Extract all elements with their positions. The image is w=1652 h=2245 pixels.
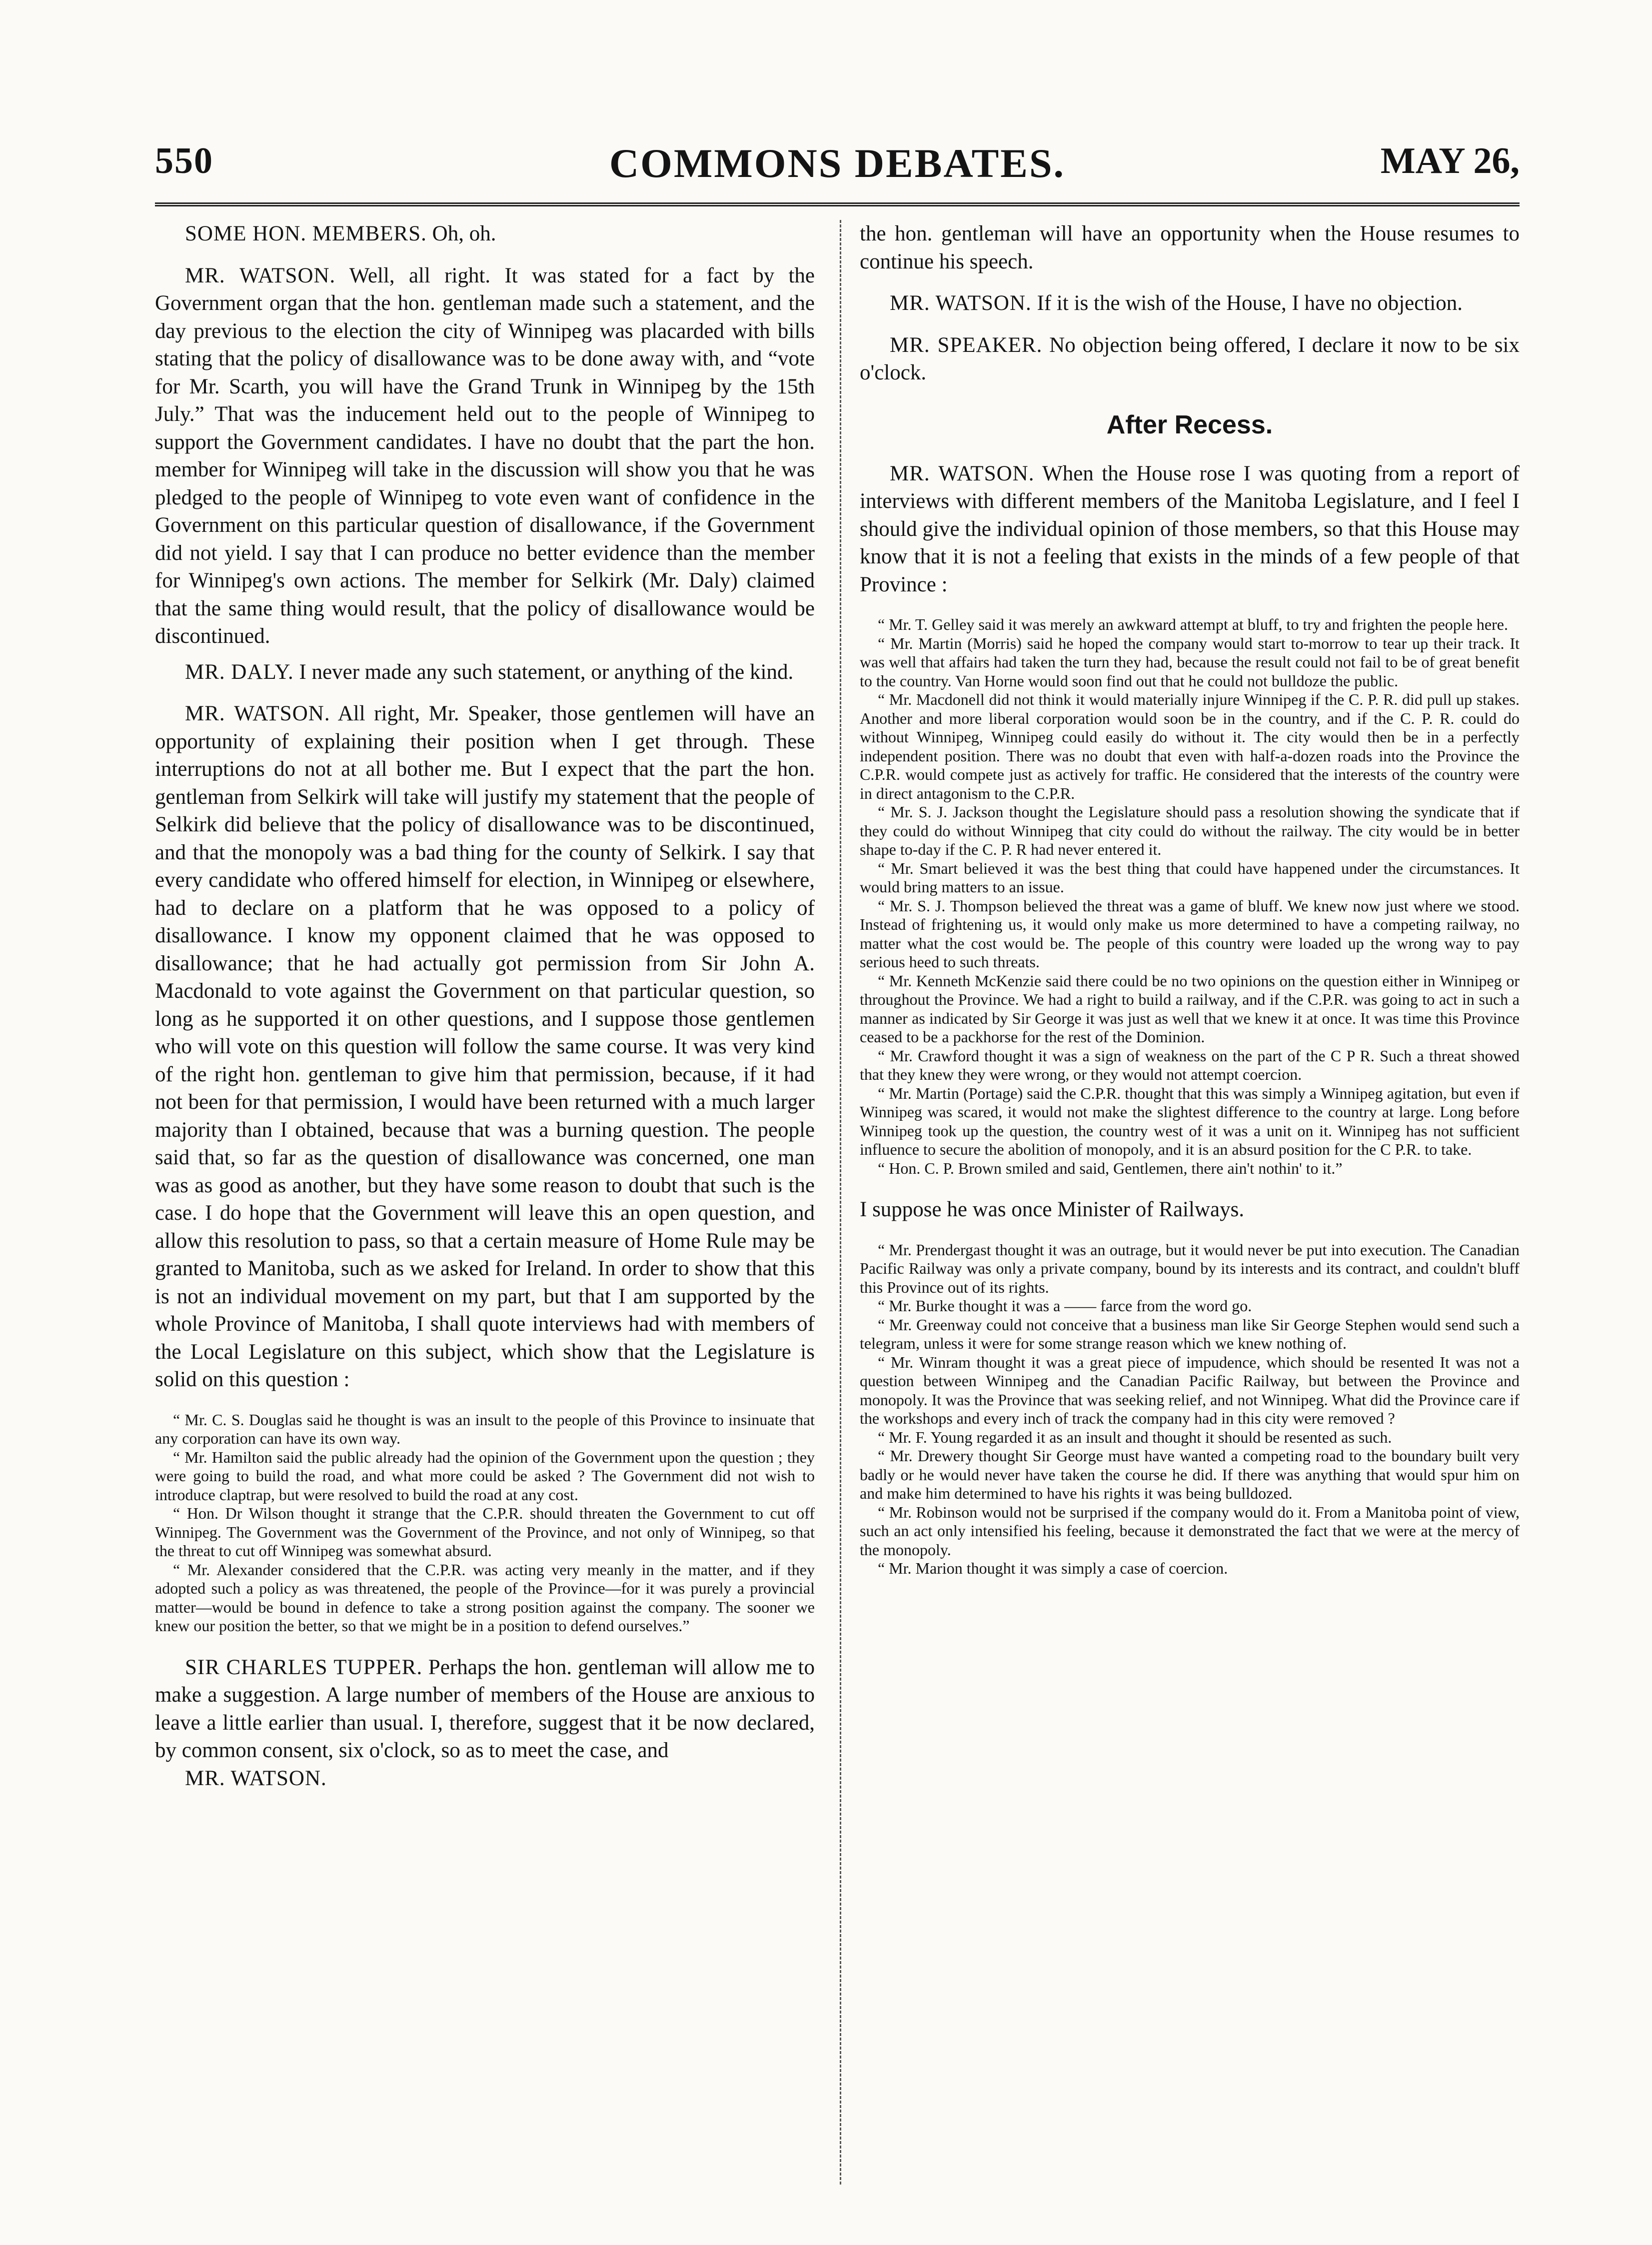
- paragraph: [860, 220, 1520, 275]
- quote-item: “ Mr. S. J. Thompson believed the threat was a game of bluff. We knew now just where we stood. Instead of frightening us, it would only make us more determined to have a competing railway, no matter what the cost would be. The people of this country were loaded up the wrong way to pay serious heed to such threats.: [860, 896, 1520, 971]
- section-heading: After Recess.: [1106, 410, 1273, 439]
- page-number: 550: [155, 140, 213, 181]
- right-column: [860, 220, 1520, 2195]
- quote-item: “ Hon. Dr Wilson thought it strange that the C.P.R. should threaten the Government to cut off Winnipeg. The Government was the Government of the Province, and not only of Winnipeg, so that the threat to cut off Winnipeg was somewhat absurd.: [155, 1504, 815, 1560]
- speech-text: the hon. gentleman will have an opportunity when the House resumes to continue his speech.: [860, 222, 1520, 273]
- quotation-block: [860, 615, 1520, 1178]
- paragraph: [155, 1654, 815, 1793]
- paragraph: [155, 262, 815, 650]
- speaker-name: MR. WATSON.: [185, 702, 330, 725]
- speech-text: I never made any such statement, or anything of the kind.: [293, 660, 794, 684]
- quote-item: “ Mr. Hamilton said the public already had the opinion of the Government upon the question ; they were going to build the road, and what more could be asked ? The Government did not wish to introduce claptrap, but were resolved to build the road at any cost.: [155, 1448, 815, 1504]
- paragraph: [155, 700, 815, 1394]
- quote-item: “ Mr. Robinson would not be surprised if the company would do it. From a Manitoba point of view, such an act only intensified his feeling, because it demonstrated the fact that we were at the mercy of the monopoly.: [860, 1503, 1520, 1559]
- speaker-name: MR. WATSON.: [185, 1766, 327, 1790]
- quote-item: “ Mr. Crawford thought it was a sign of weakness on the part of the C P R. Such a threat showed that they knew they were wrong, or they would not attempt coercion.: [860, 1046, 1520, 1083]
- quote-item: “ Mr. Kenneth McKenzie said there could be no two opinions on the question either in Winnipeg or throughout the Province. We had a right to build a railway, and if the C.P.R. was going to act in such a manner as indicated by Sir George it was just as well that we knew it at once. It was time this Province ceased to be a packhorse for the rest of the Dominion.: [860, 971, 1520, 1046]
- quote-item: “ Mr. Martin (Morris) said he hoped the company would start to-morrow to tear up their track. It was well that affairs had taken the turn they had, because the result could not fail to be of great benefit to the country. Van Horne would soon find out that he could not bulldoze the public.: [860, 634, 1520, 690]
- speech-text: Well, all right. It was stated for a fact by the Government organ that the hon. gentleman made such a statement, and the day previous to the election the city of Winnipeg was placarded with bills stating that the policy of disallowance was to be done away with, and “vote for Mr. Scarth, you will have the Grand Trunk in Winnipeg by the 15th July.” That was the inducement held out to the people of Winnipeg to support the Government candidates. I have no doubt that the part the hon. member for Winnipeg will take in the discussion will show you that he was pledged to the people of Winnipeg to vote even want of confidence in the Government on this particular question of disallowance, if the Government did not yield. I say that I can produce no better evidence than the member for Winnipeg's own actions. The member for Selkirk (Mr. Daly) claimed that the same thing would result, that the policy of disallowance would be discontinued.: [155, 263, 815, 648]
- quotation-block: [860, 1241, 1520, 1578]
- speech-text: Perhaps the hon. gentleman will allow me to make a suggestion. A large number of members of the House are anxious to leave a little earlier than usual. I, therefore, suggest that it be now declared, by common consent, six o'clock, so as to meet the case, and: [155, 1655, 815, 1762]
- paragraph: [155, 658, 815, 686]
- paragraph: [155, 220, 815, 248]
- quote-item: “ Hon. C. P. Brown smiled and said, Gentlemen, there ain't nothin' to it.”: [878, 1159, 1343, 1177]
- speaker-name: SIR CHARLES TUPPER.: [185, 1655, 423, 1679]
- speaker-name: MR. SPEAKER.: [890, 333, 1043, 357]
- paragraph: [860, 289, 1520, 317]
- speech-text: When the House rose I was quoting from a report of interviews with different members of the Manitoba Legislature, and I feel I should give the individual opinion of those members, so that this House may know that it is not a feeling that exists in the minds of a few people of that Province :: [860, 461, 1520, 596]
- header-rule: [155, 202, 1520, 206]
- quote-item: “ Mr. Drewery thought Sir George must have wanted a competing road to the boundary built very badly or he would never have taken the course he did. If there was anything that would spur him on and make him determined to have his rights it was being bulldozed.: [860, 1447, 1520, 1502]
- quote-item: “ Mr. Burke thought it was a —— farce from the word go.: [878, 1297, 1252, 1315]
- speech-text: No objection being offered, I declare it now to be six o'clock.: [860, 333, 1520, 384]
- quote-item: “ Mr. S. J. Jackson thought the Legislature should pass a resolution showing the syndicate that if they could do without Winnipeg that city could do without the railway. The city would be in better shape to-day if the C. P. R had never entered it.: [860, 803, 1520, 858]
- paragraph: [860, 331, 1520, 387]
- speech-text: All right, Mr. Speaker, those gentlemen will have an opportunity of explaining their position when I get through. These interruptions do not at all bother me. But I expect that the part the hon. gentleman from Selkirk will take will justify my statement that the people of Selkirk did believe that the policy of disallowance was to be discontinued, and that the monopoly was a bad thing for the county of Selkirk. I say that every candidate who offered himself for election, in Winnipeg or elsewhere, had to declare on a platform that he was opposed to a policy of disallowance. I know my opponent claimed that he was opposed to disallowance; that he had actually got permission from Sir John A. Macdonald to vote against the Government on that particular question, so long as he supported it on other questions, and I suppose those gentlemen who will vote on this question will follow the same course. It was very kind of the right hon. gentleman to give him that permission, because, if it had not been for that permission, I would have been returned with a much larger majority than I obtained, because that was a burning question. The people said that, so far as the question of disallowance was concerned, one man was as good as another, but they have some reason to doubt that such is the case. I do hope that the Government will leave this an open question, and allow this resolution to pass, so that a certain measure of Home Rule may be granted to Manitoba, such as we asked for Ireland. In order to show that this is not an individual movement on my part, but that I am supported by the whole Province of Manitoba, I shall quote interviews had with members of the Local Legislature on this subject, which show that the Legislature is solid on this question :: [155, 702, 815, 1391]
- quote-item: “ Mr. Marion thought it was simply a case of coercion.: [878, 1559, 1228, 1577]
- running-title: COMMONS DEBATES.: [609, 140, 1066, 186]
- quote-item: “ Mr. F. Young regarded it as an insult and thought it should be resented as such.: [878, 1428, 1392, 1446]
- left-column: [155, 220, 815, 2195]
- quote-item: “ Mr. Smart believed it was the best thing that could have happened under the circumstances. It would bring matters to an issue.: [860, 859, 1520, 896]
- quote-item: “ Mr. Winram thought it was a great piece of impudence, which should be resented It was not a question between Winnipeg and the Canadian Pacific Railway, but between the Province and monopoly. It was the Province that was seeking relief, and not Winnipeg. What did the Province care if the workshops and every inch of track the company had in this city were removed ?: [860, 1353, 1520, 1427]
- quote-item: “ Mr. Prendergast thought it was an outrage, but it would never be put into execution. The Canadian Pacific Railway was only a private company, bound by its interests and its contract, and couldn't bluff this Province out of its rights.: [860, 1240, 1520, 1296]
- quote-item: “ Mr. C. S. Douglas said he thought is was an insult to the people of this Province to insinuate that any corporation can have its own way.: [155, 1410, 815, 1447]
- speaker-name: SOME HON. MEMBERS.: [185, 222, 427, 245]
- running-date: MAY 26,: [1380, 140, 1520, 181]
- quotation-block: [155, 1411, 815, 1636]
- speech-text: I suppose he was once Minister of Railways.: [860, 1198, 1245, 1221]
- speech-text: Oh, oh.: [426, 222, 496, 245]
- quote-item: “ Mr. Martin (Portage) said the C.P.R. thought that this was simply a Winnipeg agitation, but even if Winnipeg was scared, it would not make the slightest difference to the country at large. Long before Winnipeg took up the question, the country west of it was a unit on it. Winnipeg has not sufficient influence to secure the abolition of monopoly, and it is an absurd position for the C P.R. to take.: [860, 1084, 1520, 1158]
- quote-item: “ Mr. T. Gelley said it was merely an awkward attempt at bluff, to try and frighten the people here.: [878, 615, 1508, 633]
- speech-text: If it is the wish of the House, I have no objection.: [1031, 291, 1463, 315]
- speaker-name: MR. DALY.: [185, 660, 294, 684]
- column-divider: [840, 220, 841, 2185]
- page-header: [155, 140, 1520, 200]
- speaker-name: MR. WATSON.: [185, 263, 336, 287]
- paragraph: [860, 1196, 1520, 1224]
- quote-item: “ Mr. Greenway could not conceive that a business man like Sir George Stephen would send such a telegram, unless it were for some strange reason which we knew nothing of.: [860, 1315, 1520, 1352]
- speaker-name: MR. WATSON.: [890, 291, 1032, 315]
- quote-item: “ Mr. Macdonell did not think it would materially injure Winnipeg if the C. P. R. did pull up stakes. Another and more liberal corporation would soon be in the country, and if the C. P. R. could do without Winnipeg, Winnipeg could easily do without it. The city would then be in a perfectly independent position. There was no doubt that even with half-a-dozen roads into the Province the C.P.R. would compete just as actively for traffic. He considered that the interests of the country were in direct antagonism to the C.P.R.: [860, 690, 1520, 802]
- speaker-name: MR. WATSON.: [890, 461, 1035, 485]
- quote-item: “ Mr. Alexander considered that the C.P.R. was acting very meanly in the matter, and if they adopted such a policy as was threatened, the people of the Province—for it was purely a provincial matter—would be bound in defence to take a strong position against the company. The sooner we knew our position the better, so that we might be in a position to defend ourselves.”: [155, 1560, 815, 1635]
- paragraph: [860, 460, 1520, 599]
